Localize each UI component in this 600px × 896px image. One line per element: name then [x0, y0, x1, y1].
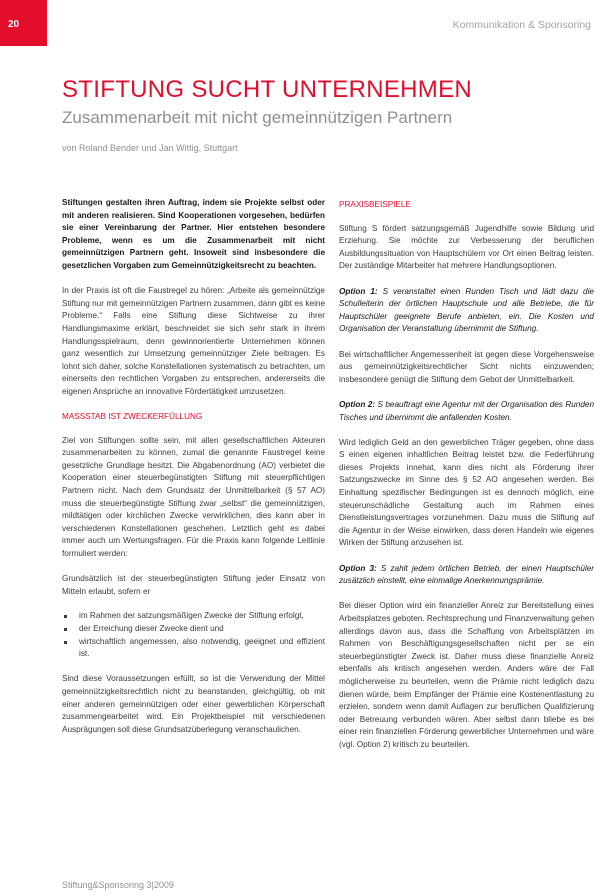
body-paragraph: Bei dieser Option wird ein finanzieller Anreiz zur Bereitstellung eines Arbeitsplatzes geboten. Rechtsprechung und Finanzverwaltung gehen allerdings davon aus, dass die Schaffung von Arbeitsplätzen im Rahmen von Beschäftigungsgesellschaften nicht per se ein steuerbegünstigter Zweck ist. Daher muss diese finanzielle Anreiz ebenfalls als kritisch angesehen werden. Anders wäre der Fall möglicherweise zu beurteilen, wenn die Prämie nicht lediglich dazu dienen würde, beim Empfänger der Prämie eine Kostenentlastung zu erzielen, sondern wenn damit Auflagen zur beruflichen Qualifizierung oder Betreuung verbunden wären. Aber selbst dann bliebe es bei einer rein finanziellen Förderung gewerblicher Unternehmen und wäre (vgl. Option 2) kritisch zu beurteilen.: [339, 601, 594, 749]
criteria-list: [62, 610, 325, 660]
article-byline: von Roland Bender und Jan Wittig, Stuttgart: [62, 143, 238, 153]
option-3-label: Option 3:: [339, 563, 377, 573]
body-paragraph: Bei wirtschaftlicher Angemessenheit ist gegen diese Vorgehensweise aus gemeinnützigkeitsrechtlicher Sicht nichts einzuwenden; insbesondere genügt die Stiftung dem Gebot der Unmittelbarkeit.: [339, 349, 594, 384]
option-3: [339, 563, 594, 588]
right-column: [339, 199, 594, 764]
article-subtitle: Zusammenarbeit mit nicht gemeinnützigen Partnern: [62, 108, 453, 127]
option-2-label: Option 2:: [339, 399, 376, 409]
list-item: wirtschaftlich angemessen, also notwendig, geeignet und effizient ist.: [62, 636, 325, 661]
option-2-text: S beauftragt eine Agentur mit der Organisation des Runden Tisches und übernimmt die anfallenden Kosten.: [339, 399, 594, 422]
intro-paragraph: In der Praxis ist oft die Faustregel zu hören: „Arbeite als gemeinnützige Stiftung nur mit gemeinnützigen Partnern zusammen, dann gibt es keine Probleme.“ Falls eine Stiftung diese Sichtweise zu ihrer Handlungsmaxime erklärt, beschneidet sie sich sehr stark in ihrem Handlungsspielraum, denn gewinnorientierte Unternehmen können ganz wesentlich zur Umsetzung gemeinnütziger Ziele beitragen. Es lohnt sich daher, solche Konstellationen systematisch zu betrachten, um einerseits den rechtlichen Vorgaben zu entsprechen, andererseits die eigenen Ansprüche an innovative Fördertätigkeit umzusetzen.: [62, 286, 325, 396]
footer-publication: Stiftung&Sponsoring 3|2009: [62, 880, 174, 890]
body-paragraph: Wird lediglich Geld an den gewerblichen Träger gegeben, ohne dass S einen eigenen inhaltlichen Beitrag leistet bzw. die Federführung dieses Projekts innehat, kann dies nicht als Förderung ihrer Satzungszwecke im Sinne des § 52 AO angesehen werden. Bei Einhaltung spezifischer Bedingungen ist es dennoch möglich, eine steuerunschädliche Gestaltung auch im Rahmen eines Dienstleistungsvertrages vorzunehmen. Dazu muss die Stiftung auf die Agentur in der Weise einwirken, dass deren Handeln wie eigenes Wirken der Stiftung anzusehen ist.: [339, 437, 594, 548]
section-label: Kommunikation & Sponsoring: [452, 19, 591, 31]
body-paragraph: Ziel von Stiftungen sollte sein, mit allen gesellschaftlichen Akteuren zusammenarbeiten zu können, zumal die genannte Faustregel keine gesetzliche Grundlage besitzt. Die Abgabenordnung (AO) verbietet die Kooperation einer steuerbegünstigten Stiftung mit steuerpflichtigen Partnern nicht. Nach dem Grundsatz der Unmittelbarkeit (§ 57 AO) muss die steuerbegünstigte Stiftung zwar „selbst“ die gemeinnützigen, mildtätigen oder kirchlichen Zwecke verwirklichen, dies kann aber in verschiedenen Konstellationen geschehen. Letztlich geht es dabei immer auch um Wertungsfragen. Für die Praxis kann folgende Leitlinie formuliert werden:: [62, 435, 325, 559]
list-item: der Erreichung dieser Zwecke dient und: [62, 623, 325, 636]
list-item: im Rahmen der satzungsmäßigen Zwecke der Stiftung erfolgt,: [62, 610, 325, 623]
section-heading-massstab: MASSSTAB IST ZWECKERFÜLLUNG: [62, 412, 203, 422]
option-2: [339, 399, 594, 424]
page-number: 20: [0, 0, 47, 46]
option-1-label: Option 1:: [339, 286, 378, 296]
option-3-text: S zahlt jedem örtlichen Betrieb, der einen Hauptschüler zusätzlich einstellt, eine einmalige Anerkennungsprämie.: [339, 563, 594, 586]
option-1: [339, 286, 594, 336]
article-title: STIFTUNG SUCHT UNTERNEHMEN: [62, 76, 473, 103]
body-paragraph: Stiftung S fördert satzungsgemäß Jugendhilfe sowie Bildung und Erziehung. Sie möchte zur Verbesserung der beruflichen Ausbildungssituation von Hauptschülern vor Ort einen Beitrag leisten. Der zuständige Mitarbeiter hat mehrere Handlungsoptionen.: [339, 223, 594, 271]
body-paragraph: Grundsätzlich ist der steuerbegünstigten Stiftung jeder Einsatz von Mitteln erlaubt, sofern er: [62, 574, 325, 596]
body-paragraph: Sind diese Voraussetzungen erfüllt, so ist die Verwendung der Mittel gemeinnützigkeitsrechtlich nicht zu beanstanden, gleichgültig, ob mit einer anderen gemeinnützigen oder einer gewerblichen Körperschaft zusammengearbeitet wird. Ein Projektbeispiel mit verschiedenen Ausprägungen soll diese Grundsatzüberlegung veranschaulichen.: [62, 674, 325, 734]
lead-paragraph: Stiftungen gestalten ihren Auftrag, indem sie Projekte selbst oder mit anderen realisieren. Sind Kooperationen vorgesehen, bedürfen sie einer Vereinbarung der Partner. Hier entstehen besondere Probleme, wenn es um die Zusammenarbeit mit nicht gemeinnützigen Partnern geht. Insoweit sind insbesondere die gesetzlichen Vorgaben zum Gemeinnützigkeitsrecht zu beachten.: [62, 198, 325, 270]
section-heading-praxisbeispiele: PRAXISBEISPIELE: [339, 200, 411, 209]
left-column: [62, 197, 325, 749]
option-1-text: S veranstaltet einen Runden Tisch und lädt dazu die Schulleiterin der örtlichen Hauptschule und alle Betriebe, die für Hauptschüler geeignete Berufe anbieten, ein. Die Kosten und Organisation der Veranstaltung übernimmt die Stiftung.: [339, 286, 594, 334]
